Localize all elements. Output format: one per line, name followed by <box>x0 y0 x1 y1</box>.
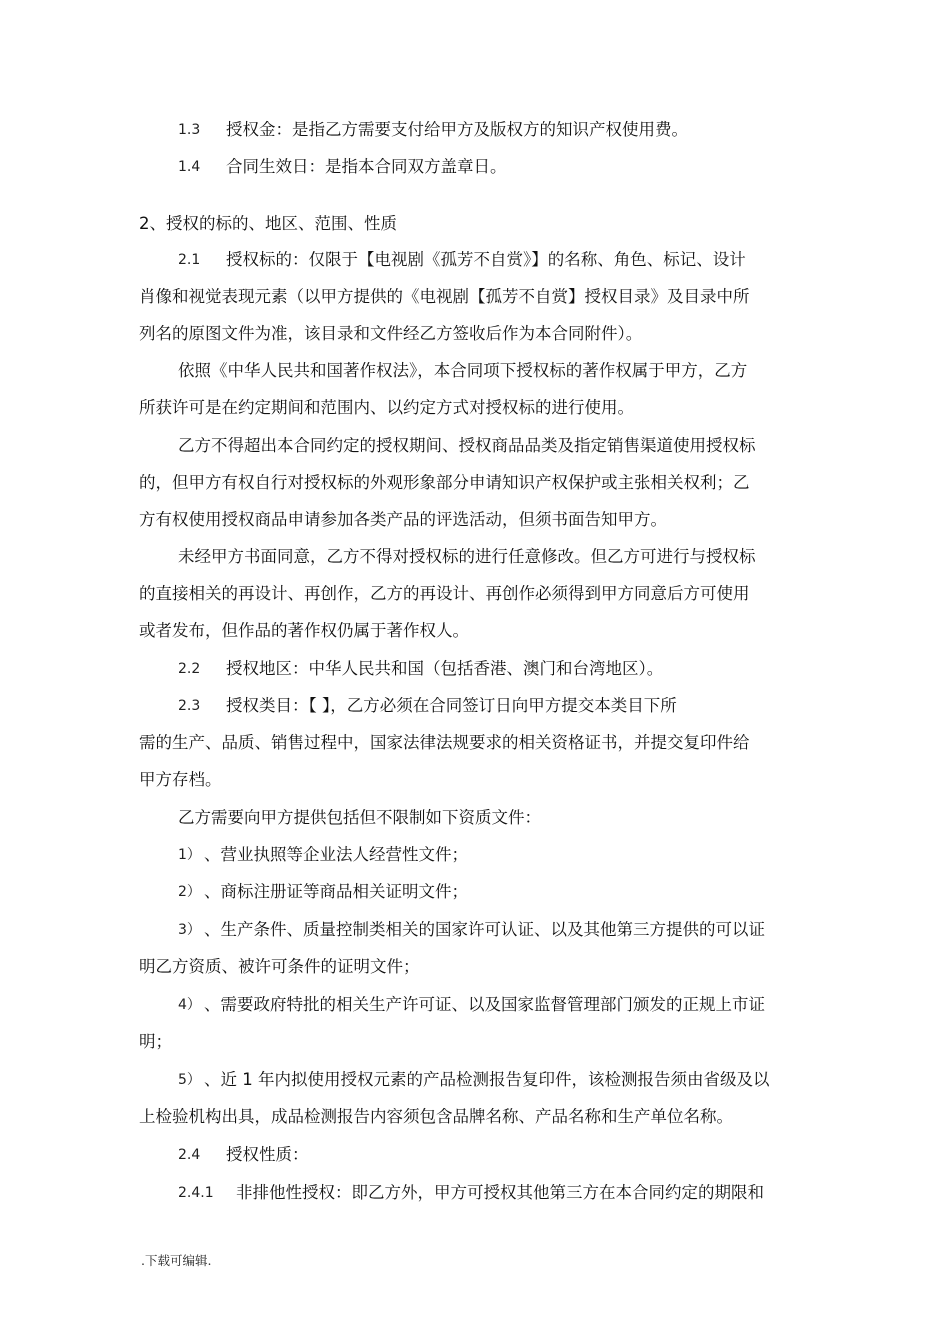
doc-item-4-continuation: 明； <box>139 1032 172 1051</box>
clause-2-3-line-1: 授权类目：【 】，乙方必须在合同签订日向甲方提交本类目下所 <box>226 696 677 715</box>
clause-number-1-4: 1.4 <box>178 159 201 175</box>
clause-2-3-line-2: 需的生产、品质、销售过程中，国家法律法规要求的相关资格证书，并提交复印件给 <box>139 733 750 752</box>
doc-item-4-number: 4） <box>178 997 201 1013</box>
clause-number-2-4: 2.4 <box>178 1147 201 1163</box>
modify-paragraph-line-3: 或者发布，但作品的著作权仍属于著作权人。 <box>139 621 469 640</box>
clause-1-3-text: 授权金：是指乙方需要支付给甲方及版权方的知识产权使用费。 <box>226 120 688 139</box>
modify-paragraph-line-1: 未经甲方书面同意，乙方不得对授权标的进行任意修改。但乙方可进行与授权标 <box>178 547 756 566</box>
limits-paragraph-line-2: 的，但甲方有权自行对授权标的外观形象部分申请知识产权保护或主张相关权利；乙 <box>139 473 750 492</box>
clause-2-2-text: 授权地区：中华人民共和国（包括香港、澳门和台湾地区）。 <box>226 659 664 678</box>
doc-item-3-text: 、生产条件、质量控制类相关的国家许可认证、以及其他第三方提供的可以证 <box>204 920 765 939</box>
clause-2-1-line-1: 授权标的：仅限于【电视剧《孤芳不自赏》】的名称、角色、标记、设计 <box>226 250 746 269</box>
clause-2-4-text: 授权性质： <box>226 1145 309 1164</box>
limits-paragraph-line-1: 乙方不得超出本合同约定的授权期间、授权商品品类及指定销售渠道使用授权标 <box>178 436 756 455</box>
doc-item-5-continuation: 上检验机构出具，成品检测报告内容须包含品牌名称、产品名称和生产单位名称。 <box>139 1107 733 1126</box>
page-footer: .下载可编辑. <box>141 1253 212 1268</box>
doc-item-1-number: 1） <box>178 847 201 863</box>
doc-item-2-text: 、商标注册证等商品相关证明文件； <box>204 882 468 901</box>
clause-number-2-3: 2.3 <box>178 698 201 714</box>
doc-item-1-text: 、营业执照等企业法人经营性文件； <box>204 845 468 864</box>
clause-number-1-3: 1.3 <box>178 122 201 138</box>
clause-2-3-line-3: 甲方存档。 <box>139 770 222 789</box>
limits-paragraph-line-3: 方有权使用授权商品申请参加各类产品的评选活动，但须书面告知甲方。 <box>139 510 667 529</box>
section-2-heading: 2、授权的标的、地区、范围、性质 <box>139 214 397 233</box>
doc-item-4-text: 、需要政府特批的相关生产许可证、以及国家监督管理部门颁发的正规上市证 <box>204 995 765 1014</box>
clause-number-2-4-1: 2.4.1 <box>178 1185 214 1201</box>
law-paragraph-line-2: 所获许可是在约定期间和范围内、以约定方式对授权标的进行使用。 <box>139 398 634 417</box>
clause-1-4-text: 合同生效日：是指本合同双方盖章日。 <box>226 157 507 176</box>
clause-number-2-2: 2.2 <box>178 661 201 677</box>
modify-paragraph-line-2: 的直接相关的再设计、再创作，乙方的再设计、再创作必须得到甲方同意后方可使用 <box>139 584 750 603</box>
clause-number-2-1: 2.1 <box>178 252 201 268</box>
doc-item-2-number: 2） <box>178 884 201 900</box>
documents-intro: 乙方需要向甲方提供包括但不限制如下资质文件： <box>178 808 541 827</box>
clause-2-1-line-2: 肖像和视觉表现元素（以甲方提供的《电视剧【孤芳不自赏】授权目录》及目录中所 <box>139 287 750 306</box>
clause-2-4-1-text: 非排他性授权：即乙方外，甲方可授权其他第三方在本合同约定的期限和 <box>236 1183 764 1202</box>
doc-item-5-number: 5） <box>178 1072 201 1088</box>
doc-item-3-number: 3） <box>178 922 201 938</box>
clause-2-1-line-3: 列名的原图文件为准，该目录和文件经乙方签收后作为本合同附件）。 <box>139 324 643 343</box>
doc-item-5-text: 、近 1 年内拟使用授权元素的产品检测报告复印件，该检测报告须由省级及以 <box>204 1070 770 1089</box>
law-paragraph-line-1: 依照《中华人民共和国著作权法》，本合同项下授权标的著作权属于甲方，乙方 <box>178 361 748 380</box>
doc-item-3-continuation: 明乙方资质、被许可条件的证明文件； <box>139 957 420 976</box>
